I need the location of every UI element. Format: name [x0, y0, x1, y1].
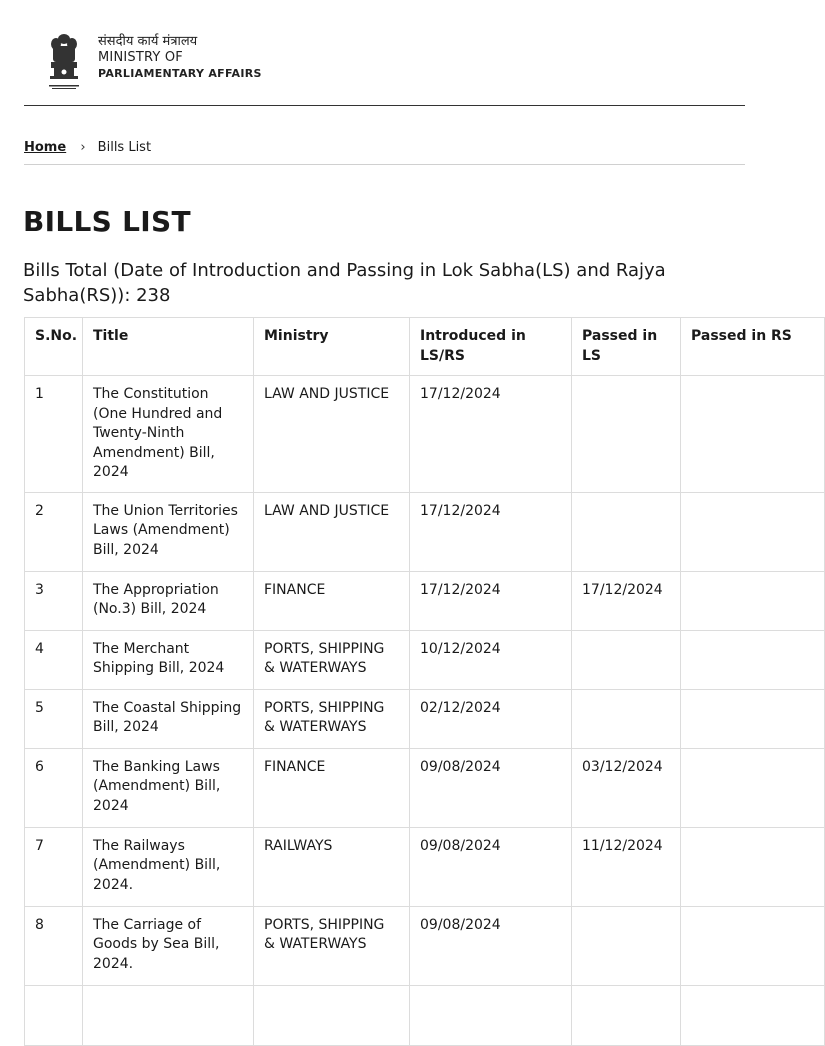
cell-passed-rs: [681, 689, 825, 748]
table-row: [25, 985, 825, 1045]
cell-title[interactable]: The Banking Laws (Amendment) Bill, 2024: [83, 748, 254, 827]
cell-title[interactable]: The Union Territories Laws (Amendment) Bill, 2024: [83, 492, 254, 571]
table-row: [25, 376, 825, 493]
cell-title[interactable]: The Constitution (One Hundred and Twenty-Ninth Amendment) Bill, 2024: [83, 376, 254, 493]
cell-sno: 5: [25, 689, 83, 748]
cell-sno: 4: [25, 630, 83, 689]
breadcrumb: [24, 140, 745, 165]
cell-ministry: LAW AND JUSTICE: [254, 376, 410, 493]
cell-passed-ls: [572, 985, 681, 1045]
cell-passed-rs: [681, 630, 825, 689]
cell-introduced: 09/08/2024: [410, 748, 572, 827]
cell-title[interactable]: [83, 985, 254, 1045]
cell-ministry: PORTS, SHIPPING & WATERWAYS: [254, 906, 410, 985]
column-header-passed-ls: Passed in LS: [572, 318, 681, 376]
cell-ministry: FINANCE: [254, 571, 410, 630]
table-header-row: [25, 318, 825, 376]
cell-title[interactable]: The Railways (Amendment) Bill, 2024.: [83, 827, 254, 906]
site-header: [24, 28, 745, 106]
cell-introduced: 17/12/2024: [410, 571, 572, 630]
cell-passed-rs: [681, 827, 825, 906]
table-row: [25, 689, 825, 748]
breadcrumb-home-link[interactable]: Home: [24, 140, 67, 155]
breadcrumb-current: Bills List: [97, 140, 152, 155]
cell-sno: 7: [25, 827, 83, 906]
cell-introduced: [410, 985, 572, 1045]
page-title: BILLS LIST: [23, 205, 191, 238]
bills-table: [24, 317, 825, 1046]
column-header-passed-rs: Passed in RS: [681, 318, 825, 376]
cell-ministry: PORTS, SHIPPING & WATERWAYS: [254, 630, 410, 689]
cell-passed-ls: [572, 689, 681, 748]
column-header-introduced: Introduced in LS/RS: [410, 318, 572, 376]
cell-passed-ls: [572, 630, 681, 689]
cell-passed-rs: [681, 492, 825, 571]
cell-sno: [25, 985, 83, 1045]
cell-passed-rs: [681, 906, 825, 985]
cell-introduced: 10/12/2024: [410, 630, 572, 689]
cell-passed-rs: [681, 571, 825, 630]
cell-ministry: PORTS, SHIPPING & WATERWAYS: [254, 689, 410, 748]
cell-sno: 2: [25, 492, 83, 571]
cell-introduced: 02/12/2024: [410, 689, 572, 748]
cell-sno: 6: [25, 748, 83, 827]
cell-passed-ls: [572, 492, 681, 571]
table-row: [25, 748, 825, 827]
cell-passed-ls: [572, 906, 681, 985]
column-header-sno: S.No.: [25, 318, 83, 376]
ministry-name[interactable]: [98, 34, 262, 82]
table-row: [25, 571, 825, 630]
cell-title[interactable]: The Merchant Shipping Bill, 2024: [83, 630, 254, 689]
bills-total-subtitle: Bills Total (Date of Introduction and Passing in Lok Sabha(LS) and Rajya Sabha(RS)): 238: [23, 260, 666, 306]
cell-introduced: 17/12/2024: [410, 492, 572, 571]
cell-introduced: 17/12/2024: [410, 376, 572, 493]
cell-ministry: FINANCE: [254, 748, 410, 827]
cell-passed-rs: [681, 376, 825, 493]
ministry-name-hindi: संसदीय कार्य मंत्रालय: [98, 34, 198, 49]
table-row: [25, 492, 825, 571]
cell-title[interactable]: The Carriage of Goods by Sea Bill, 2024.: [83, 906, 254, 985]
table-row: [25, 906, 825, 985]
breadcrumb-separator: ›: [80, 140, 86, 155]
cell-sno: 8: [25, 906, 83, 985]
table-row: [25, 630, 825, 689]
cell-title[interactable]: The Coastal Shipping Bill, 2024: [83, 689, 254, 748]
cell-passed-rs: [681, 985, 825, 1045]
cell-ministry: RAILWAYS: [254, 827, 410, 906]
column-header-title: Title: [83, 318, 254, 376]
ministry-of-label: MINISTRY OF: [98, 50, 183, 65]
cell-passed-rs: [681, 748, 825, 827]
cell-passed-ls: 03/12/2024: [572, 748, 681, 827]
cell-passed-ls: 17/12/2024: [572, 571, 681, 630]
national-emblem-icon[interactable]: [46, 30, 82, 92]
cell-sno: 1: [25, 376, 83, 493]
cell-title[interactable]: The Appropriation (No.3) Bill, 2024: [83, 571, 254, 630]
column-header-ministry: Ministry: [254, 318, 410, 376]
cell-ministry: [254, 985, 410, 1045]
cell-introduced: 09/08/2024: [410, 827, 572, 906]
table-row: [25, 827, 825, 906]
cell-passed-ls: 11/12/2024: [572, 827, 681, 906]
cell-sno: 3: [25, 571, 83, 630]
cell-introduced: 09/08/2024: [410, 906, 572, 985]
bills-table-container[interactable]: [24, 317, 792, 976]
cell-ministry: LAW AND JUSTICE: [254, 492, 410, 571]
parliamentary-affairs-label: PARLIAMENTARY AFFAIRS: [98, 67, 262, 80]
cell-passed-ls: [572, 376, 681, 493]
